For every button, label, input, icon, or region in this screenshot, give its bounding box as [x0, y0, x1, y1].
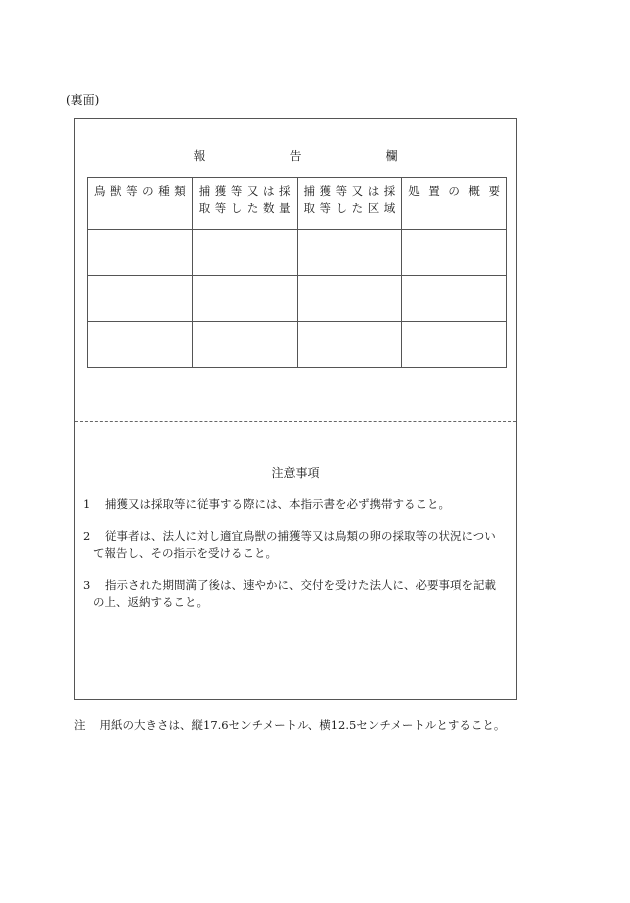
table-cell[interactable]: [88, 230, 193, 276]
table-cell[interactable]: [192, 322, 297, 368]
column-header-disposal: 処置の概要: [402, 178, 507, 230]
footer-note-text: 用紙の大きさは、縦17.6センチメートル、横12.5センチメートルとすること。: [99, 718, 506, 732]
column-header-quantity: 捕獲等又は採 取等した数量: [192, 178, 297, 230]
footer-note: [74, 717, 505, 733]
table-cell[interactable]: [88, 322, 193, 368]
page-side-label: (裏面): [66, 93, 100, 107]
heading-char: 欄: [385, 149, 398, 163]
note-item: 3 指示された期間満了後は、速やかに、交付を受けた法人に、必要事項を記載 の上、返納すること。: [83, 578, 496, 609]
table-cell[interactable]: [402, 276, 507, 322]
column-header-species: 鳥獣等の種類: [88, 178, 193, 230]
table-row: [88, 276, 507, 322]
note-item: 2 従事者は、法人に対し適宜鳥獣の捕獲等又は鳥類の卵の採取等の状況につい て報告し、その指示を受けること。: [83, 529, 496, 560]
table-cell[interactable]: [402, 230, 507, 276]
table-cell[interactable]: [88, 276, 193, 322]
note-item: 1 捕獲又は採取等に従事する際には、本指示書を必ず携帯すること。: [83, 497, 450, 511]
table-row: [88, 322, 507, 368]
report-section-heading: [75, 147, 516, 164]
column-header-area: 捕獲等又は採 取等した区域: [297, 178, 402, 230]
table-cell[interactable]: [192, 276, 297, 322]
heading-char: 告: [289, 149, 302, 163]
table-cell[interactable]: [297, 322, 402, 368]
table-cell[interactable]: [297, 276, 402, 322]
table-cell[interactable]: [297, 230, 402, 276]
notes-title: 注意事項: [271, 466, 320, 480]
footer-note-label: 注: [74, 718, 86, 732]
table-cell[interactable]: [402, 322, 507, 368]
table-header-row: [88, 178, 507, 230]
cut-line-divider: [75, 421, 516, 422]
report-form-box: [74, 118, 517, 700]
report-table: [87, 177, 507, 368]
table-cell[interactable]: [192, 230, 297, 276]
table-row: [88, 230, 507, 276]
heading-char: 報: [193, 149, 206, 163]
